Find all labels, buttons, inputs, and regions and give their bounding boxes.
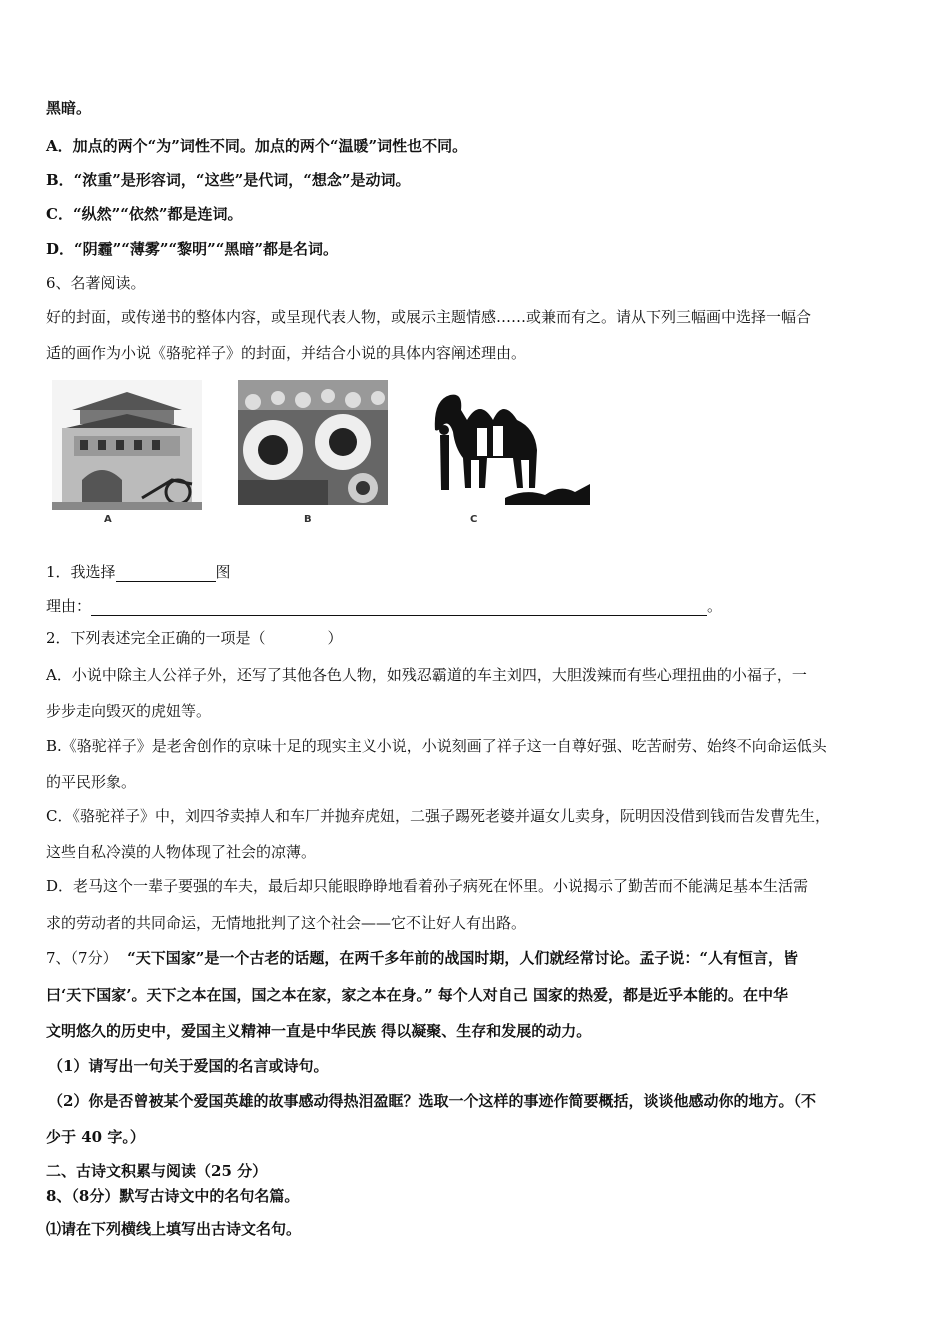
q5-option-d: D．“阴霾”“薄雾”“黎明”“黑暗”都是名词。 [46,240,339,258]
q8-title: 8、（8分）默写古诗文中的名句名篇。 [46,1187,300,1205]
q5-option-a: A．加点的两个“为”词性不同。加点的两个“温暖”词性也不同。 [46,137,468,155]
q6-sub1-prefix: 1．我选择 [46,563,116,581]
figure-c-camel [425,380,590,510]
q6-option-d-line1: D．老马这个一辈子要强的车夫，最后却只能眼睁睁地看着孙子病死在怀里。小说揭示了勤苦而不能满足基本生活需 [46,877,809,895]
q7-sub2-line1: （2）你是否曾被某个爱国英雄的故事感动得热泪盈眶？选取一个这样的事迹作简要概括，谈谈他感动你的地方。（不 [48,1092,816,1110]
q6-reason-prefix: 理由： [46,597,92,615]
q6-reason [46,596,722,616]
q5-option-c: C．“纵然”“依然”都是连词。 [46,205,243,223]
q6-option-b-line1: B.《骆驼祥子》是老舍创作的京味十足的现实主义小说，小说刻画了祥子这一自尊好强、吃苦耐劳、始终不向命运低头 [46,737,827,755]
figure-b-label: B [304,514,312,525]
q6-sub2-stem [46,628,343,648]
q6-sub2-stem-suffix: ） [327,629,343,647]
choice-blank[interactable] [116,565,216,582]
q6-option-a-line2: 步步走向毁灭的虎妞等。 [46,702,212,720]
q7-number: 7、（7分） [46,949,118,967]
q7-line1 [46,948,798,968]
q6-option-b-line2: 的平民形象。 [46,773,137,791]
q5-tail-text: 黑暗。 [46,99,92,117]
q5-option-b: B．“浓重”是形容词，“这些”是代词，“想念”是动词。 [46,171,411,189]
q6-option-a-line1: A．小说中除主人公祥子外，还写了其他各色人物，如残忍霸道的车主刘四，大胆泼辣而有些心理扭曲的小福子，一 [46,666,807,684]
q6-option-c-line1: C．《骆驼祥子》中，刘四爷卖掉人和车厂并抛弃虎妞，二强子踢死老婆并逼女儿卖身，阮明因没借到钱而告发曹先生， [46,807,830,825]
section-2-heading: 二、古诗文积累与阅读（25 分） [46,1162,268,1180]
q6-intro-line2: 适的画作为小说《骆驼祥子》的封面，并结合小说的具体内容阐述理由。 [46,344,527,362]
q8-sub1: ⑴请在下列横线上填写出古诗文名句。 [46,1220,302,1238]
q7-passage-line3: 文明悠久的历史中，爱国主义精神一直是中华民族 得以凝聚、生存和发展的动力。 [46,1022,592,1040]
q6-sub1-suffix: 图 [215,563,231,581]
q7-sub1: （1）请写出一句关于爱国的名言或诗句。 [48,1057,329,1075]
cover-options-figures [50,380,610,530]
q6-intro-line1: 好的封面，或传递书的整体内容，或呈现代表人物，或展示主题情感……或兼而有之。请从下列三幅画中选择一幅合 [46,308,812,326]
q7-sub2-line2: 少于 40 字。） [46,1128,145,1146]
q6-title: 6、名著阅读。 [46,274,146,292]
reason-blank[interactable] [91,599,707,616]
q6-reason-suffix: 。 [707,597,723,615]
q6-option-c-line2: 这些自私冷漠的人物体现了社会的凉薄。 [46,843,317,861]
q6-sub1 [46,562,231,582]
figure-a-city-gate [52,380,202,510]
figure-b-sunflowers [238,380,388,505]
q6-option-d-line2: 求的劳动者的共同命运，无情地批判了这个社会——它不让好人有出路。 [46,914,527,932]
q6-sub2-stem-prefix: 2．下列表述完全正确的一项是（ [46,629,266,647]
q7-passage-line1: “天下国家”是一个古老的话题，在两千多年前的战国时期，人们就经常讨论。孟子说：“人有恒言，皆 [127,949,799,967]
figure-c-label: C [470,514,478,525]
q7-passage-line2: 曰‘天下国家’。天下之本在国，国之本在家，家之本在身。” 每个人对自己 国家的热爱，都是近乎本能的。在中华 [46,986,789,1004]
figure-a-label: A [104,514,112,525]
